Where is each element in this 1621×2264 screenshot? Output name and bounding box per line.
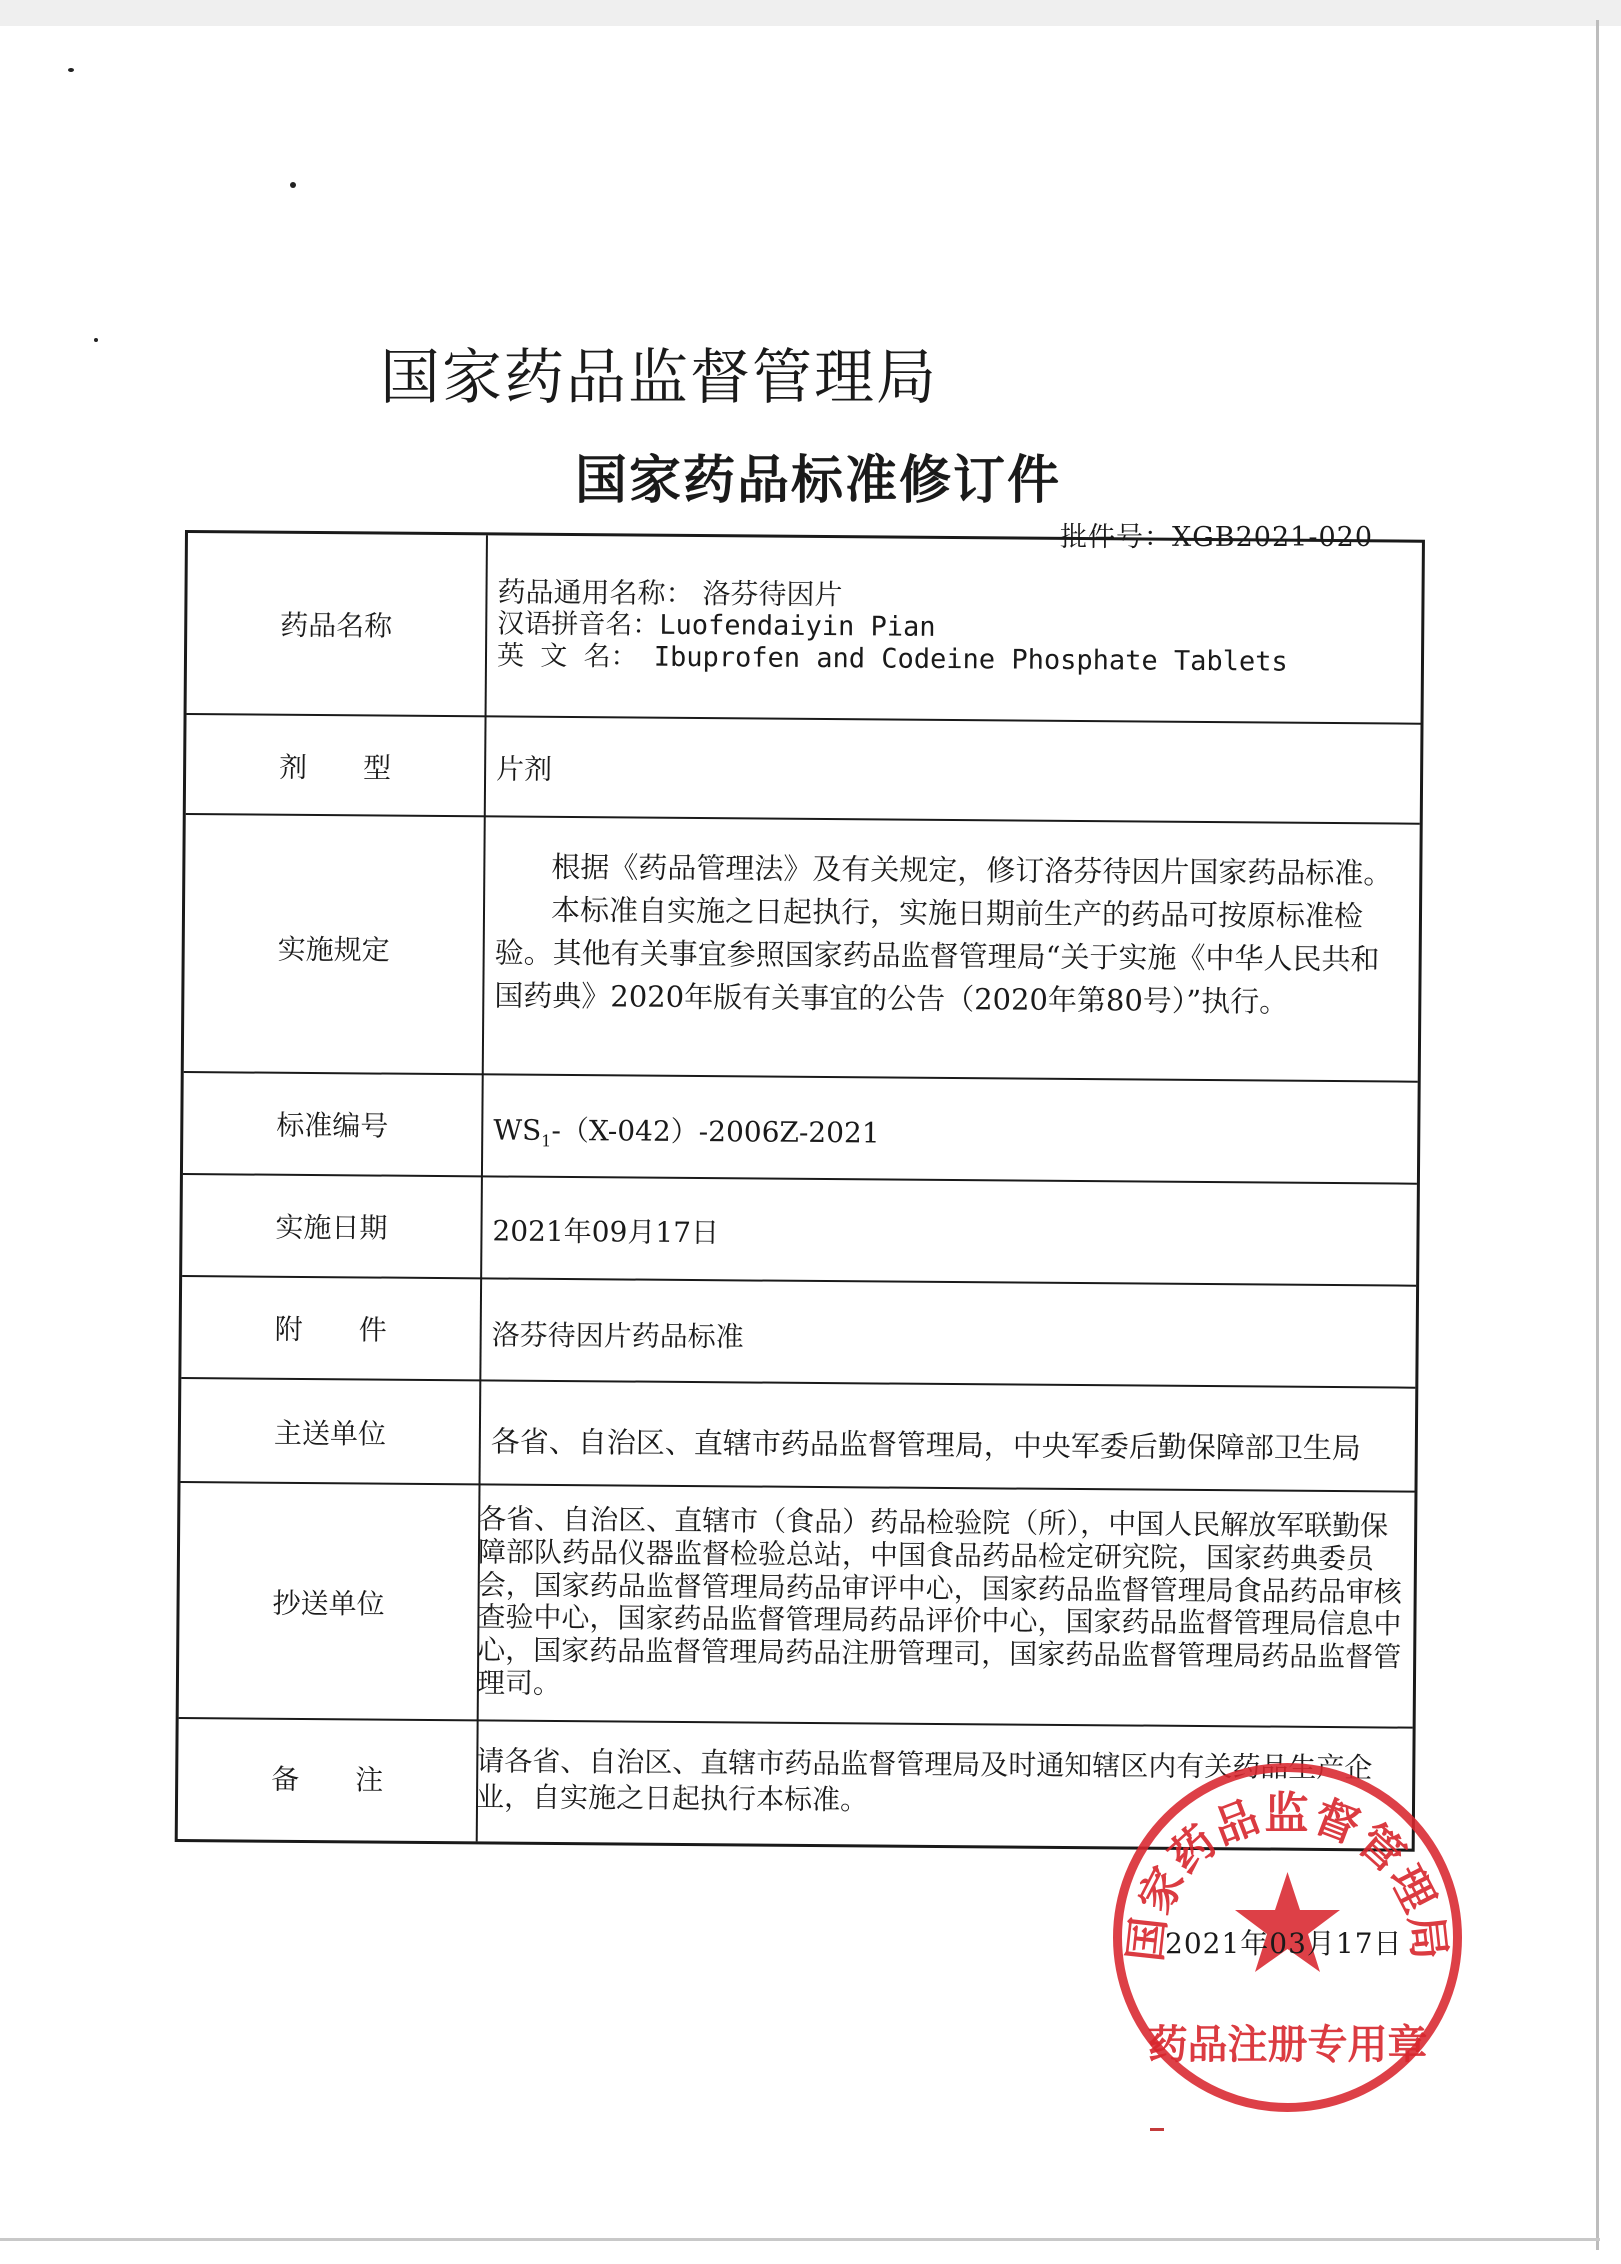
row-standard-number: [183, 1073, 1418, 1185]
seal-ring-text: 国家药品监督管理局: [1119, 1787, 1456, 1965]
value-drug-name: [497, 575, 1408, 679]
label-main-recipient: 主送单位: [273, 1416, 387, 1451]
value-effective-date: 2021年09月17日: [492, 1214, 720, 1250]
value-regulation: [494, 845, 1405, 1024]
standard-revision-table: [175, 530, 1425, 1852]
scan-speck: [290, 182, 296, 188]
label-regulation: 实施规定: [277, 932, 390, 967]
seal-bottom-text: 药品注册专用章: [1147, 2022, 1428, 2068]
standard-rest: -（X-042）-2006Z-2021: [551, 1113, 880, 1150]
label-cc: 抄送单位: [272, 1586, 385, 1621]
standard-prefix: WS: [493, 1113, 542, 1147]
scan-speck: [68, 68, 74, 72]
row-cc: [179, 1483, 1415, 1729]
label-effective-date: 实施日期: [275, 1210, 388, 1245]
row-effective-date: [182, 1175, 1417, 1287]
row-attachment: [181, 1277, 1416, 1389]
scan-top-margin: [0, 0, 1621, 26]
scan-red-mark: [1150, 2128, 1164, 2131]
row-main-recipient: [181, 1379, 1416, 1493]
scan-speck: [94, 338, 98, 342]
generic-name: 药品通用名称： 洛芬待因片: [497, 575, 843, 612]
value-cc: 各省、自治区、直辖市（食品）药品检验院（所），中国人民解放军联勤保障部队药品仪器监督检验总站，中国食品药品检定研究院，国家药典委员会，国家药品监督管理局药品审评中心，国家药品监督管理局食品药品审核查验中心，国家药品监督管理局药品评价中心，国家药品监督管理局信息中心，国家药品监督管理局药品注册管理司，国家药品监督管理局药品监督管理司。: [476, 1502, 1402, 1700]
document-type-title: 国家药品标准修订件: [575, 450, 1062, 511]
scan-right-edge: [1596, 20, 1599, 2250]
value-dosage-form: 片剂: [496, 752, 553, 786]
approval-number: 批件号：XGB2021-020: [1060, 522, 1374, 553]
label-standard-number: 标准编号: [276, 1108, 389, 1143]
value-standard-number: [493, 1110, 1403, 1159]
regulation-paragraph-2: 本标准自实施之日起执行，实施日期前生产的药品可按原标准检验。其他有关事宜参照国家药品监督管理局“关于实施《中华人民共和国药典》2020年版有关事宜的公告（2020年第80号）”执行。: [494, 892, 1380, 1019]
label-remarks: 备 注: [271, 1762, 384, 1797]
value-main-recipient: 各省、自治区、直辖市药品监督管理局，中央军委后勤保障部卫生局: [490, 1424, 1361, 1466]
label-dosage-form: 剂 型: [278, 750, 392, 785]
row-regulation: [184, 815, 1420, 1083]
value-attachment: 洛芬待因片药品标准: [491, 1318, 744, 1354]
row-drug-name: [187, 533, 1422, 725]
row-dosage-form: [186, 715, 1421, 825]
label-attachment: 附 件: [274, 1312, 387, 1347]
agency-title: 国家药品监督管理局: [380, 343, 938, 413]
signature-date: 2021年03月17日: [1165, 1927, 1403, 1960]
scan-bottom-edge: [0, 2238, 1600, 2241]
label-drug-name: 药品名称: [280, 608, 393, 643]
regulation-paragraph-1: 根据《药品管理法》及有关规定，修订洛芬待因片国家药品标准。: [551, 849, 1393, 891]
english-name: 英 文 名： Ibuprofen and Codeine Phosphate Tablets: [496, 640, 1288, 678]
value-remarks: 请各省、自治区、直辖市药品监督管理局及时通知辖区内有关药品生产企业，自实施之日起执行本标准。: [475, 1744, 1373, 1817]
pinyin-name: 汉语拼音名：Luofendaiyin Pian: [497, 608, 936, 643]
standard-subscript: 1: [541, 1131, 552, 1151]
